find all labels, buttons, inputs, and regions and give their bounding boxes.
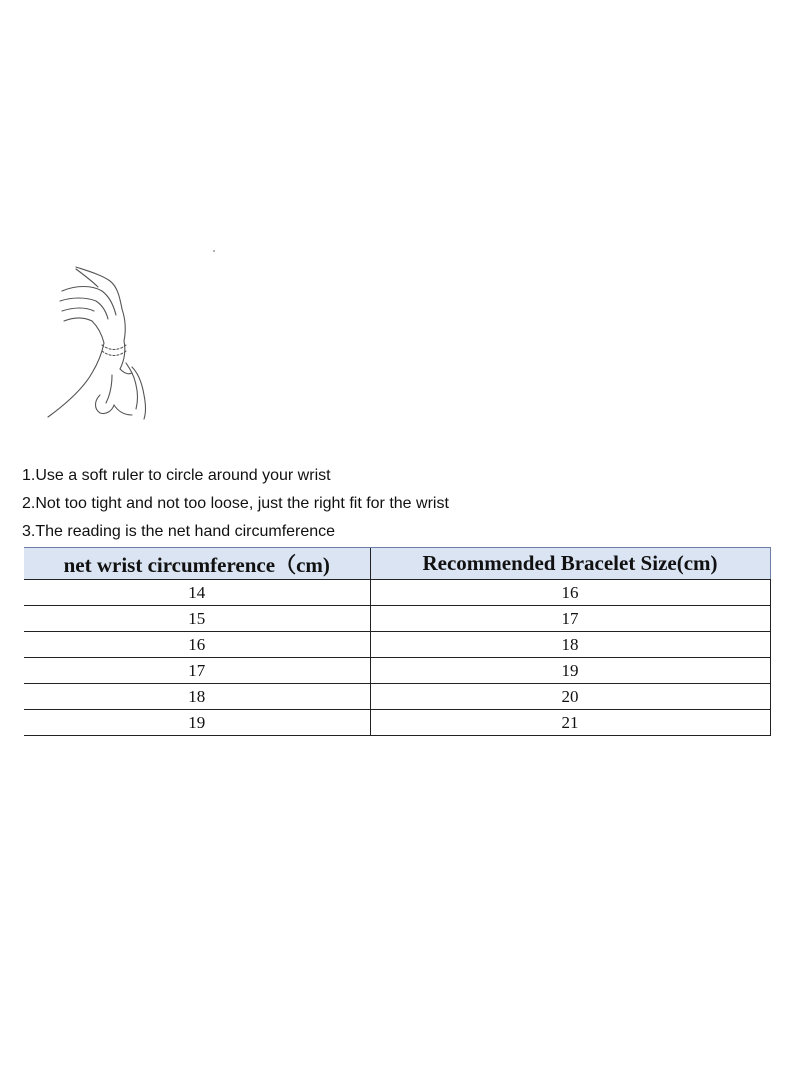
wrist-cell: 17: [24, 658, 370, 684]
instruction-step-3: 3.The reading is the net hand circumference: [22, 523, 336, 540]
table-row: [24, 658, 770, 684]
instruction-step-1: 1.Use a soft ruler to circle around your wrist: [22, 467, 331, 484]
wrist-cell: 14: [24, 580, 370, 606]
bracelet-size-cell: 20: [370, 684, 770, 710]
instruction-step-2: 2.Not too tight and not too loose, just the right fit for the wrist: [22, 495, 449, 512]
bracelet-size-cell: 18: [370, 632, 770, 658]
wrist-cell: 19: [24, 710, 370, 736]
wrist-cell: 15: [24, 606, 370, 632]
header-recommended-bracelet-size: Recommended Bracelet Size(cm): [370, 548, 770, 580]
bracelet-size-cell: 19: [370, 658, 770, 684]
table-row: [24, 632, 770, 658]
bracelet-size-cell: 16: [370, 580, 770, 606]
header-net-wrist-circumference: net wrist circumference（cm): [24, 548, 370, 580]
table-row: [24, 580, 770, 606]
wrist-cell: 18: [24, 684, 370, 710]
hand-measuring-wrist-icon: [40, 245, 225, 425]
bracelet-size-cell: 21: [370, 710, 770, 736]
table-row: [24, 606, 770, 632]
table-header-row: [24, 548, 770, 580]
bracelet-size-cell: 17: [370, 606, 770, 632]
instruction-list: [22, 462, 449, 546]
table-row: [24, 710, 770, 736]
wrist-cell: 16: [24, 632, 370, 658]
bracelet-size-table: [24, 547, 771, 736]
table-row: [24, 684, 770, 710]
